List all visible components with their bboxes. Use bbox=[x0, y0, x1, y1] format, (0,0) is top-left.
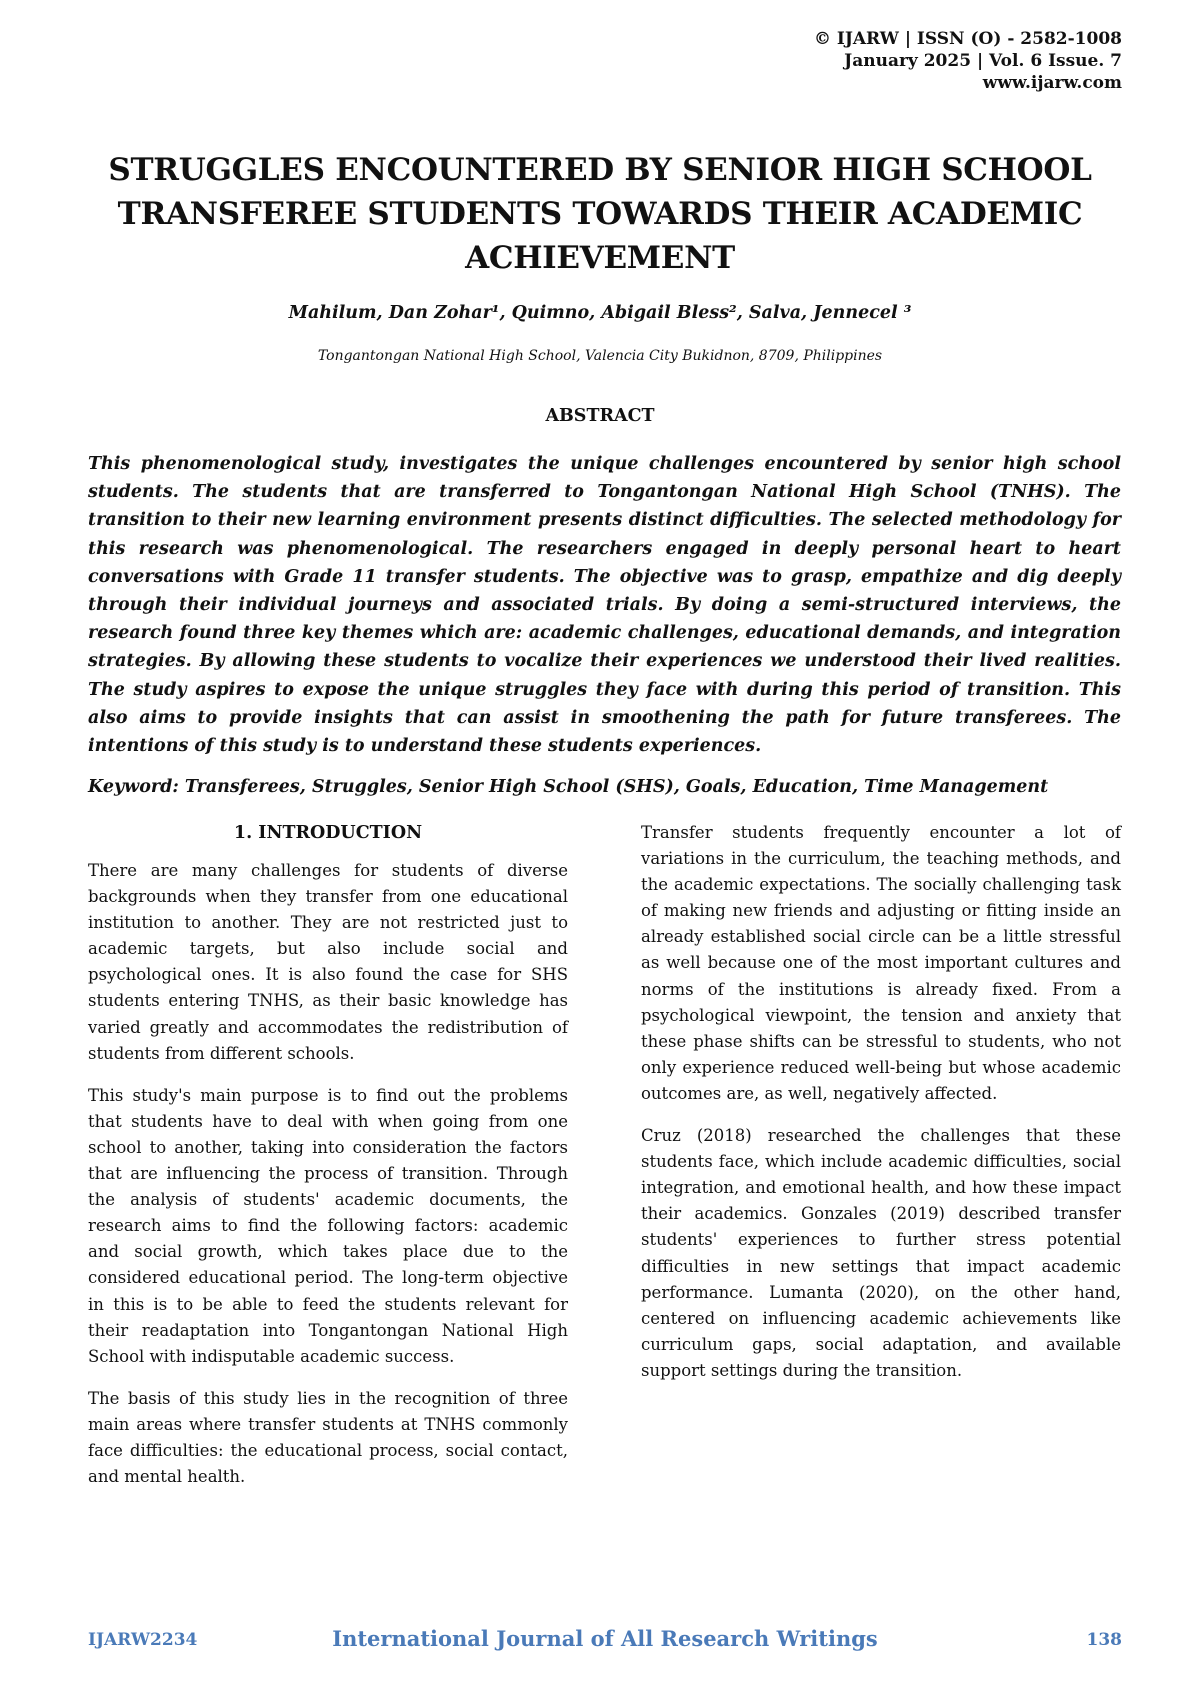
intro-paragraph-1: There are many challenges for students of diverse backgrounds when they transfer from one educational institution to another. They are not restricted just to academic targets, but also include social and psychological ones. It is also found the case for SHS students entering TNHS, as their basic knowledge has varied greatly and accommodates the redistribution of students from different schools. bbox=[88, 861, 568, 1063]
left-column bbox=[88, 820, 568, 1506]
footer-page-number: 138 bbox=[1086, 1630, 1122, 1650]
footer-paper-id: IJARW2234 bbox=[88, 1630, 198, 1650]
right-column bbox=[641, 820, 1121, 1400]
abstract-heading: ABSTRACT bbox=[545, 406, 655, 426]
keywords-line: Keyword: Transferees, Struggles, Senior High School (SHS), Goals, Education, Time Management bbox=[88, 777, 1049, 797]
intro-paragraph-5: Cruz (2018) researched the challenges that these students face, which include academic difficulties, social integration, and emotional health, and how these impact their academics. Gonzales (2019) described transfer students' experiences to further stress potential difficulties in new settings that impact academic performance. Lumanta (2020), on the other hand, centered on influencing academic achievements like curriculum gaps, social adaptation, and available support settings during the transition. bbox=[641, 1126, 1121, 1380]
issn-line: © IJARW | ISSN (O) - 2582-1008 bbox=[813, 29, 1122, 49]
author-list: Mahilum, Dan Zohar¹, Quimno, Abigail Bless², Salva, Jennecel ³ bbox=[288, 303, 912, 323]
author-affiliation: Tongantongan National High School, Valencia City Bukidnon, 8709, Philippines bbox=[317, 348, 883, 364]
journal-header-info bbox=[814, 28, 1122, 94]
footer-journal-name: International Journal of All Research Writings bbox=[332, 1626, 878, 1651]
website-line: www.ijarw.com bbox=[982, 73, 1122, 93]
introduction-heading: 1. INTRODUCTION bbox=[233, 823, 423, 843]
paper-title: STRUGGLES ENCOUNTERED BY SENIOR HIGH SCHOOL TRANSFEREE STUDENTS TOWARDS THEIR ACADEMIC ACHIEVEMENT bbox=[108, 152, 1092, 276]
intro-paragraph-4: Transfer students frequently encounter a lot of variations in the curriculum, the teaching methods, and the academic expectations. The socially challenging task of making new friends and adjusting or fitting inside an already established social circle can be a little stressful as well because one of the most important cultures and norms of the institutions is already fixed. From a psychological viewpoint, the tension and anxiety that these phase shifts can be stressful to students, who not only experience reduced well-being but whose academic outcomes are, as well, negatively affected. bbox=[641, 823, 1121, 1103]
intro-paragraph-3: The basis of this study lies in the recognition of three main areas where transfer students at TNHS commonly face difficulties: the educational process, social contact, and mental health. bbox=[88, 1388, 568, 1487]
date-volume-line: January 2025 | Vol. 6 Issue. 7 bbox=[844, 51, 1122, 71]
abstract-text: This phenomenological study, investigates the unique challenges encountered by senior high school students. The students that are transferred to Tongantongan National High School (TNHS). The transition to their new learning environment presents distinct difficulties. The selected methodology for this research was phenomenological. The researchers engaged in deeply personal heart to heart conversations with Grade 11 transfer students. The objective was to grasp, empathize and dig deeply through their individual journeys and associated trials. By doing a semi-structured interviews, the research found three key themes which are: academic challenges, educational demands, and integration strategies. By allowing these students to vocalize their experiences we understood their lived realities. The study aspires to expose the unique struggles they face with during this period of transition. This also aims to provide insights that can assist in smoothening the path for future transferees. The intentions of this study is to understand these students experiences. bbox=[88, 454, 1121, 757]
intro-paragraph-2: This study's main purpose is to find out the problems that students have to deal with when going from one school to another, taking into consideration the factors that are influencing the process of transition. Through the analysis of students' academic documents, the research aims to find the following factors: academic and social growth, which takes place due to the considered educational period. The long-term objective in this is to be able to feed the students relevant for their readaptation into Tongantongan National High School with indisputable academic success. bbox=[88, 1085, 568, 1366]
